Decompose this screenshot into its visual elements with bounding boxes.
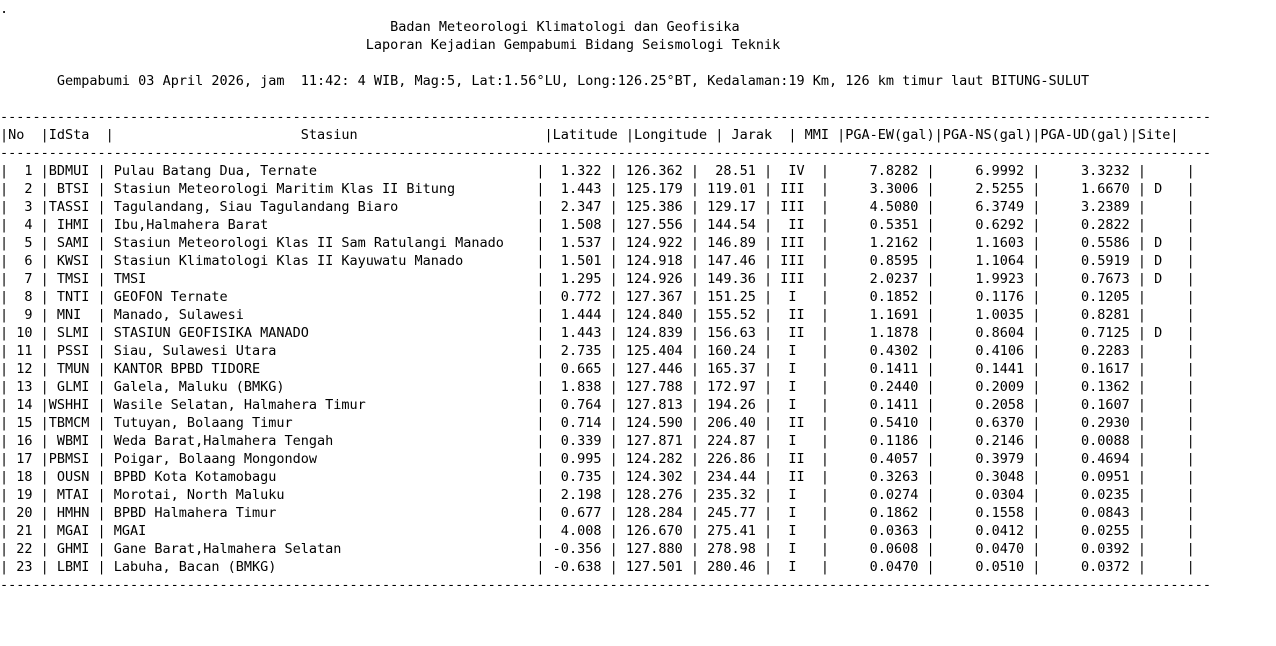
table-row: | 20 | HMHN | BPBD Halmahera Timur | 0.677 | 128.284 | 245.77 | I | 0.1862 | 0.1558 | 0.0843 | | [0, 505, 1195, 521]
divider-top: ----------------------------------------------------------------------------------------------------------------------------------------------------- [0, 109, 1212, 125]
table-row: | 10 | SLMI | STASIUN GEOFISIKA MANADO | 1.443 | 124.839 | 156.63 | II | 1.1878 | 0.8604 | 0.7125 | D | [0, 325, 1195, 341]
table-row: | 5 | SAMI | Stasiun Meteorologi Klas II Sam Ratulangi Manado | 1.537 | 124.922 | 146.89 | III | 1.2162 | 1.1603 | 0.5586 | D | [0, 235, 1195, 251]
table-row: | 2 | BTSI | Stasiun Meteorologi Maritim Klas II Bitung | 1.443 | 125.179 | 119.01 | III | 3.3006 | 2.5255 | 1.6670 | D | [0, 181, 1195, 197]
table-row: | 13 | GLMI | Galela, Maluku (BMKG) | 1.838 | 127.788 | 172.97 | I | 0.2440 | 0.2009 | 0.1362 | | [0, 379, 1195, 395]
agency-title: Badan Meteorologi Klimatologi dan Geofisika [390, 19, 740, 35]
divider-header: ----------------------------------------------------------------------------------------------------------------------------------------------------- [0, 145, 1212, 161]
report-title-line [0, 36, 1276, 54]
corner-mark: . [0, 1, 9, 17]
table-row: | 18 | OUSN | BPBD Kota Kotamobagu | 0.735 | 124.302 | 234.44 | II | 0.3263 | 0.3048 | 0.0951 | | [0, 469, 1195, 485]
table-row: | 17 |PBMSI | Poigar, Bolaang Mongondow | 0.995 | 124.282 | 226.86 | II | 0.4057 | 0.3979 | 0.4694 | | [0, 451, 1195, 467]
agency-title-line [0, 18, 1276, 36]
table-row: | 4 | IHMI | Ibu,Halmahera Barat | 1.508 | 127.556 | 144.54 | II | 0.5351 | 0.6292 | 0.2822 | | [0, 217, 1195, 233]
table-row: | 21 | MGAI | MGAI | 4.008 | 126.670 | 275.41 | I | 0.0363 | 0.0412 | 0.0255 | | [0, 523, 1195, 539]
report-title: Laporan Kejadian Gempabumi Bidang Seismologi Teknik [365, 37, 781, 53]
table-row: | 8 | TNTI | GEOFON Ternate | 0.772 | 127.367 | 151.25 | I | 0.1852 | 0.1176 | 0.1205 | | [0, 289, 1195, 305]
table-row: | 22 | GHMI | Gane Barat,Halmahera Selatan | -0.356 | 127.880 | 278.98 | I | 0.0608 | 0.0470 | 0.0392 | | [0, 541, 1195, 557]
table-row: | 9 | MNI | Manado, Sulawesi | 1.444 | 124.840 | 155.52 | II | 1.1691 | 1.0035 | 0.8281 | | [0, 307, 1195, 323]
table-row: | 1 |BDMUI | Pulau Batang Dua, Ternate | 1.322 | 126.362 | 28.51 | IV | 7.8282 | 6.9992 | 3.3232 | | [0, 163, 1195, 179]
table-row: | 14 |WSHHI | Wasile Selatan, Halmahera Timur | 0.764 | 127.813 | 194.26 | I | 0.1411 | 0.2058 | 0.1607 | | [0, 397, 1195, 413]
event-info-line [0, 72, 1276, 90]
station-table-body [0, 162, 1276, 576]
table-row: | 19 | MTAI | Morotai, North Maluku | 2.198 | 128.276 | 235.32 | I | 0.0274 | 0.0304 | 0.0235 | | [0, 487, 1195, 503]
table-row: | 12 | TMUN | KANTOR BPBD TIDORE | 0.665 | 127.446 | 165.37 | I | 0.1411 | 0.1441 | 0.1617 | | [0, 361, 1195, 377]
table-header: |No |IdSta | Stasiun |Latitude |Longitude | Jarak | MMI |PGA-EW(gal)|PGA-NS(gal)|PGA-UD(gal)|Site| [0, 127, 1179, 143]
table-row: | 7 | TMSI | TMSI | 1.295 | 124.926 | 149.36 | III | 2.0237 | 1.9923 | 0.7673 | D | [0, 271, 1195, 287]
table-row: | 3 |TASSI | Tagulandang, Siau Tagulandang Biaro | 2.347 | 125.386 | 129.17 | III | 4.5080 | 6.3749 | 3.2389 | | [0, 199, 1195, 215]
event-info: Gempabumi 03 April 2026, jam 11:42: 4 WIB, Mag:5, Lat:1.56°LU, Long:126.25°BT, Kedalaman:19 Km, 126 km timur laut BITUNG-SULUT [56, 73, 1090, 89]
table-row: | 16 | WBMI | Weda Barat,Halmahera Tengah | 0.339 | 127.871 | 224.87 | I | 0.1186 | 0.2146 | 0.0088 | | [0, 433, 1195, 449]
table-row: | 11 | PSSI | Siau, Sulawesi Utara | 2.735 | 125.404 | 160.24 | I | 0.4302 | 0.4106 | 0.2283 | | [0, 343, 1195, 359]
table-row: | 15 |TBMCM | Tutuyan, Bolaang Timur | 0.714 | 124.590 | 206.40 | II | 0.5410 | 0.6370 | 0.2930 | | [0, 415, 1195, 431]
table-row: | 23 | LBMI | Labuha, Bacan (BMKG) | -0.638 | 127.501 | 280.46 | I | 0.0470 | 0.0510 | 0.0372 | | [0, 559, 1195, 575]
divider-bottom: ----------------------------------------------------------------------------------------------------------------------------------------------------- [0, 577, 1212, 593]
table-row: | 6 | KWSI | Stasiun Klimatologi Klas II Kayuwatu Manado | 1.501 | 124.918 | 147.46 | III | 0.8595 | 1.1064 | 0.5919 | D | [0, 253, 1195, 269]
